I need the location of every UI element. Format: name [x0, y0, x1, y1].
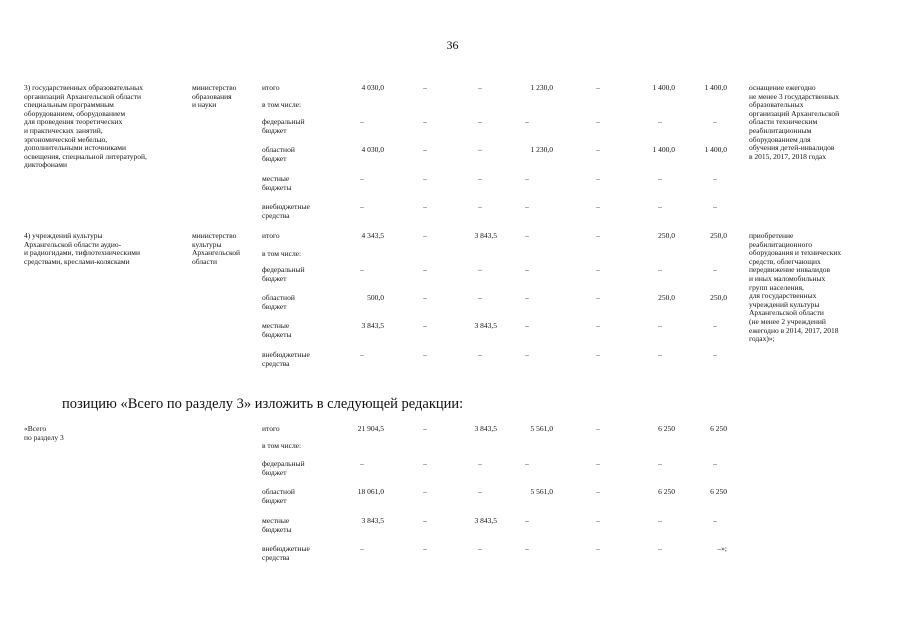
funding-value-cell: – [423, 202, 427, 211]
funding-value-cell: – [423, 350, 427, 359]
funding-value-cell: – [596, 459, 600, 468]
activity-description-line: освещения, специальной литературой, [24, 151, 147, 161]
funding-value-cell: 250,0 [710, 293, 727, 302]
funding-value-cell: – [423, 293, 427, 302]
funding-value-cell: – [525, 293, 529, 302]
funding-source-label: итого [262, 83, 280, 92]
expected-result-line: годах)»; [749, 334, 775, 344]
funding-value-cell: – [596, 321, 600, 330]
funding-value-cell: – [478, 174, 482, 183]
funding-value-cell: – [713, 350, 717, 359]
executor-line: культуры [192, 239, 222, 249]
funding-value-cell: 3 843,5 [361, 516, 384, 525]
funding-value-cell: – [713, 265, 717, 274]
funding-value-cell: – [423, 544, 427, 553]
expected-result-line: оборудованием для [749, 134, 811, 144]
funding-value-cell: –»; [717, 544, 727, 553]
funding-value-cell: 1 230,0 [530, 145, 553, 154]
executor-line: образования [192, 91, 232, 101]
activity-description-line: «Всего [24, 424, 47, 433]
funding-source-label: в том числе: [262, 441, 302, 450]
funding-source-label: в том числе: [262, 100, 302, 109]
funding-source-label: областной [262, 293, 295, 302]
funding-value-cell: – [596, 202, 600, 211]
funding-value-cell: 4 030,0 [361, 145, 384, 154]
activity-description-line: специальным программным [24, 100, 114, 110]
funding-value-cell: – [360, 459, 364, 468]
expected-result-line: образовательных [749, 100, 804, 110]
funding-value-cell: – [525, 350, 529, 359]
funding-value-cell: – [423, 459, 427, 468]
activity-description-line: организаций Архангельской области [24, 91, 142, 101]
funding-value-cell: 1 230,0 [530, 83, 553, 92]
funding-value-cell: 3 843,5 [474, 516, 497, 525]
funding-value-cell: – [658, 459, 662, 468]
funding-source-label: федеральный [262, 459, 305, 468]
funding-value-cell: – [478, 293, 482, 302]
funding-source-label: бюджеты [262, 524, 292, 534]
funding-value-cell: – [525, 174, 529, 183]
funding-value-cell: 1 400,0 [704, 145, 727, 154]
funding-value-cell: – [423, 231, 427, 240]
funding-value-cell: – [423, 174, 427, 183]
funding-value-cell: – [525, 202, 529, 211]
funding-value-cell: 18 061,0 [357, 487, 384, 496]
funding-value-cell: – [525, 231, 529, 240]
funding-value-cell: – [478, 83, 482, 92]
funding-source-label: средства [262, 210, 290, 220]
funding-value-cell: – [713, 321, 717, 330]
funding-source-label: внебюджетные [262, 350, 310, 359]
funding-source-label: федеральный [262, 117, 305, 126]
activity-description-line: дополнительными источниками [24, 143, 126, 153]
funding-value-cell: 1 400,0 [652, 83, 675, 92]
funding-value-cell: – [360, 202, 364, 211]
funding-value-cell: 1 400,0 [652, 145, 675, 154]
expected-result-line: обучения детей-инвалидов [749, 143, 835, 153]
funding-value-cell: – [423, 117, 427, 126]
funding-value-cell: 4 343,5 [361, 231, 384, 240]
funding-value-cell: – [360, 117, 364, 126]
expected-result-line: для государственных [749, 291, 817, 301]
expected-result-line: учреждений культуры [749, 299, 820, 309]
funding-source-label: итого [262, 231, 280, 240]
activity-description-line: средствами, креслами-колясками [24, 256, 130, 266]
funding-source-label: областной [262, 487, 295, 496]
activity-description-line: 4) учреждений культуры [24, 231, 103, 240]
funding-value-cell: – [658, 544, 662, 553]
funding-value-cell: – [360, 350, 364, 359]
funding-value-cell: 6 250 [710, 487, 727, 496]
funding-value-cell: – [596, 516, 600, 525]
funding-value-cell: – [478, 544, 482, 553]
funding-value-cell: – [596, 231, 600, 240]
funding-value-cell: – [525, 117, 529, 126]
funding-value-cell: – [360, 174, 364, 183]
expected-result-line: передвижение инвалидов [749, 265, 831, 275]
funding-source-label: итого [262, 424, 280, 433]
funding-value-cell: – [423, 265, 427, 274]
page-number: 36 [446, 38, 459, 52]
expected-result-line: реабилитационного [749, 239, 812, 249]
funding-value-cell: 3 843,5 [361, 321, 384, 330]
funding-value-cell: – [713, 202, 717, 211]
funding-source-label: федеральный [262, 265, 305, 274]
funding-source-label: в том числе: [262, 249, 302, 258]
funding-value-cell: 1 400,0 [704, 83, 727, 92]
funding-value-cell: 500,0 [367, 293, 384, 302]
expected-result-line: групп населения, [749, 282, 804, 292]
funding-value-cell: – [525, 265, 529, 274]
funding-value-cell: – [596, 544, 600, 553]
funding-source-label: местные [262, 174, 290, 183]
funding-value-cell: – [658, 174, 662, 183]
funding-value-cell: – [478, 350, 482, 359]
funding-value-cell: – [713, 174, 717, 183]
funding-value-cell: – [478, 265, 482, 274]
expected-result-line: средств, облегчающих [749, 256, 821, 266]
funding-value-cell: – [658, 265, 662, 274]
funding-source-label: бюджет [262, 153, 287, 163]
funding-value-cell: – [596, 265, 600, 274]
funding-source-label: бюджет [262, 467, 287, 477]
funding-value-cell: – [525, 544, 529, 553]
funding-source-label: средства [262, 552, 290, 562]
funding-value-cell: 21 904,5 [357, 424, 384, 433]
funding-value-cell: – [525, 321, 529, 330]
funding-value-cell: 5 561,0 [530, 424, 553, 433]
executor-line: министерство [192, 231, 237, 240]
expected-result-line: области техническим [749, 117, 818, 127]
funding-value-cell: 3 843,5 [474, 231, 497, 240]
expected-result-line: не менее 3 государственных [749, 91, 839, 101]
activity-description-line: эргономической мебелью, [24, 134, 108, 144]
funding-value-cell: 4 030,0 [361, 83, 384, 92]
funding-value-cell: – [478, 117, 482, 126]
funding-value-cell: – [596, 293, 600, 302]
activity-description-line: диктофонами [24, 160, 68, 170]
funding-source-label: бюджеты [262, 329, 292, 339]
funding-value-cell: – [596, 145, 600, 154]
funding-value-cell: – [596, 174, 600, 183]
funding-source-label: бюджет [262, 125, 287, 135]
activity-description-line: 3) государственных образовательных [24, 83, 143, 92]
funding-value-cell: – [596, 350, 600, 359]
funding-value-cell: – [658, 516, 662, 525]
executor-line: министерство [192, 83, 237, 92]
expected-result-line: в 2015, 2017, 2018 годах [749, 151, 827, 161]
funding-source-label: местные [262, 516, 290, 525]
funding-value-cell: – [658, 202, 662, 211]
funding-value-cell: 6 250 [658, 424, 675, 433]
funding-source-label: внебюджетные [262, 202, 310, 211]
funding-value-cell: 250,0 [710, 231, 727, 240]
funding-value-cell: – [596, 424, 600, 433]
expected-result-line: (не менее 2 учреждений [749, 317, 826, 326]
instruction-text: позицию «Всего по разделу 3» изложить в следующей редакции: [62, 396, 464, 412]
funding-value-cell: – [525, 516, 529, 525]
funding-source-label: средства [262, 358, 290, 368]
activity-description-line: по разделу 3 [24, 432, 64, 442]
funding-value-cell: – [423, 487, 427, 496]
activity-description-line: и практических занятий, [24, 126, 103, 135]
executor-line: области [192, 256, 218, 266]
funding-value-cell: – [478, 487, 482, 496]
funding-value-cell: – [360, 544, 364, 553]
funding-source-label: бюджеты [262, 182, 292, 192]
funding-value-cell: – [423, 424, 427, 433]
funding-source-label: бюджет [262, 301, 287, 311]
funding-value-cell: – [478, 202, 482, 211]
funding-value-cell: – [478, 145, 482, 154]
funding-value-cell: 6 250 [658, 487, 675, 496]
funding-value-cell: – [423, 516, 427, 525]
funding-value-cell: – [596, 83, 600, 92]
expected-result-line: и иных маломобильных [749, 274, 826, 283]
expected-result-line: организаций Архангельской [749, 108, 840, 118]
expected-result-line: ежегодно в 2014, 2017, 2018 [749, 325, 839, 335]
funding-value-cell: – [596, 117, 600, 126]
activity-description-line: оборудованием, оборудованием [24, 108, 126, 118]
funding-value-cell: – [596, 487, 600, 496]
expected-result-line: Архангельской области [749, 308, 824, 318]
funding-value-cell: – [360, 265, 364, 274]
funding-value-cell: – [525, 459, 529, 468]
funding-value-cell: – [713, 117, 717, 126]
funding-value-cell: – [713, 459, 717, 468]
expected-result-line: реабилитационным [749, 126, 812, 135]
executor-line: Архангельской [192, 248, 240, 258]
funding-value-cell: – [658, 117, 662, 126]
expected-result-line: оснащение ежегодно [749, 83, 816, 92]
expected-result-line: приобретение [749, 231, 794, 240]
funding-value-cell: 250,0 [658, 293, 675, 302]
activity-description-line: и радиогидами, тифлотехническими [24, 248, 140, 258]
executor-line: и науки [192, 100, 217, 110]
activity-description-line: Архангельской области аудио- [24, 239, 122, 249]
funding-source-label: местные [262, 321, 290, 330]
funding-value-cell: 3 843,5 [474, 321, 497, 330]
funding-value-cell: 6 250 [710, 424, 727, 433]
funding-value-cell: – [478, 459, 482, 468]
funding-source-label: бюджет [262, 273, 287, 283]
funding-value-cell: – [423, 83, 427, 92]
funding-value-cell: – [423, 145, 427, 154]
funding-value-cell: 5 561,0 [530, 487, 553, 496]
expected-result-line: оборудования и технических [749, 248, 842, 258]
funding-value-cell: – [658, 350, 662, 359]
funding-value-cell: 3 843,5 [474, 424, 497, 433]
funding-value-cell: – [713, 516, 717, 525]
funding-value-cell: – [658, 321, 662, 330]
funding-value-cell: 250,0 [658, 231, 675, 240]
funding-source-label: областной [262, 145, 295, 154]
activity-description-line: для проведения теоретических [24, 117, 123, 127]
funding-source-label: бюджет [262, 495, 287, 505]
funding-source-label: внебюджетные [262, 544, 310, 553]
funding-value-cell: – [423, 321, 427, 330]
